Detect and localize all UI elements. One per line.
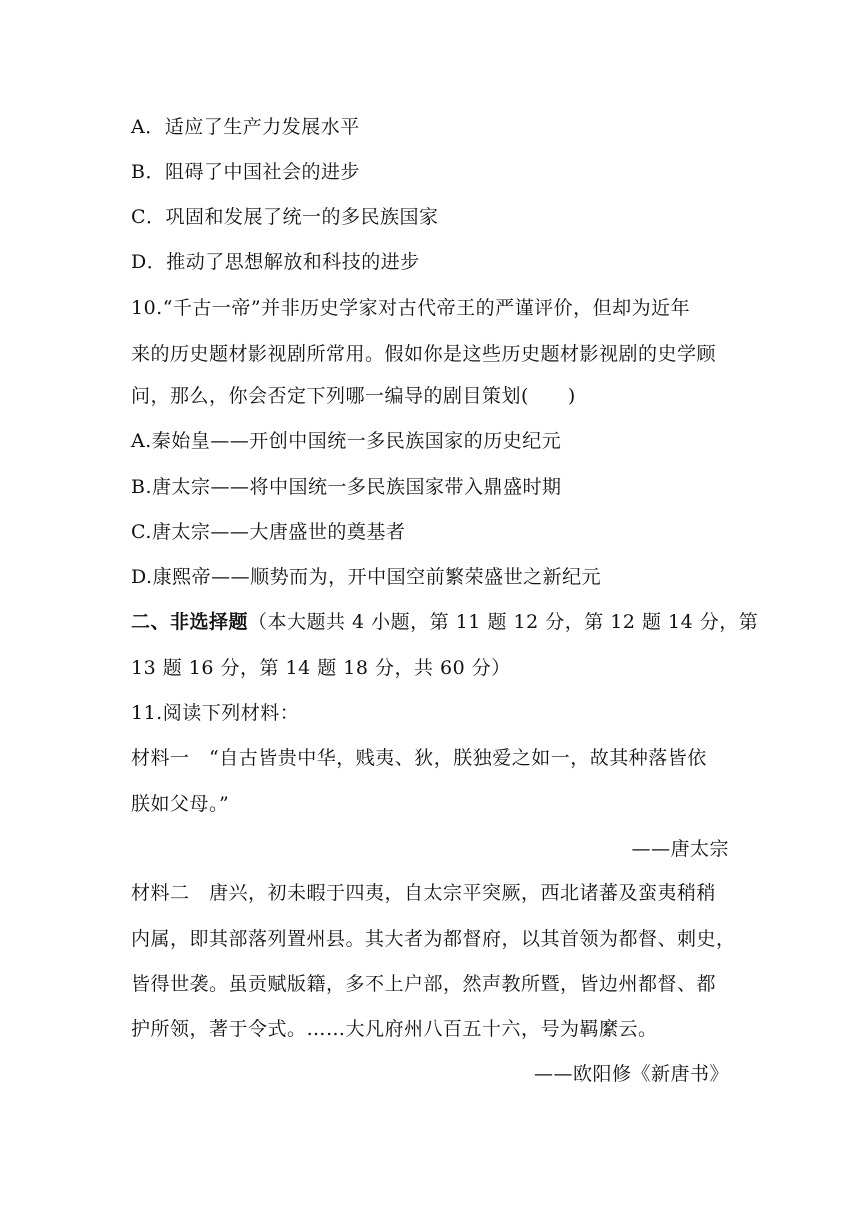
- option-10-a: A.秦始皇——开创中国统一多民族国家的历史纪元: [131, 430, 562, 452]
- material-1-source: ——唐太宗: [631, 838, 729, 860]
- section-2-note: （本大题共 4 小题，第 11 题 12 分，第 12 题 14 分，第: [248, 611, 759, 633]
- material-2-line-4: 护所领，著于令式。……大凡府州八百五十六，号为羁縻云。: [131, 1018, 658, 1040]
- question-10-line-1: 10.“千古一帝”并非历史学家对古代帝王的严谨评价，但却为近年: [131, 297, 691, 319]
- material-2-line-2: 内属，即其部落列置州县。其大者为都督府，以其首领为都督、刺史，: [131, 928, 736, 950]
- question-10-line-3: 问，那么，你会否定下列哪一编导的剧目策划( ): [131, 385, 576, 407]
- option-10-b: B.唐太宗——将中国统一多民族国家带入鼎盛时期: [131, 476, 562, 498]
- option-9-c: C．巩固和发展了统一的多民族国家: [131, 206, 439, 228]
- option-10-d: D.康熙帝——顺势而为，开中国空前繁荣盛世之新纪元: [131, 566, 602, 588]
- option-9-d: D．推动了思想解放和科技的进步: [131, 251, 420, 273]
- material-1-line-1: 材料一 “自古皆贵中华，贱夷、狄，朕独爱之如一，故其种落皆依: [131, 747, 707, 769]
- option-9-b: B．阻碍了中国社会的进步: [131, 161, 360, 183]
- question-10-line-2: 来的历史题材影视剧所常用。假如你是这些历史题材影视剧的史学顾: [131, 343, 717, 365]
- material-2-line-3: 皆得世袭。虽贡赋版籍，多不上户部，然声教所暨，皆边州都督、都: [131, 973, 717, 995]
- section-2-heading: 二、非选择题: [131, 611, 249, 633]
- question-11-intro: 11.阅读下列材料：: [131, 702, 300, 724]
- section-2-note-line-2: 13 题 16 分，第 14 题 18 分，共 60 分）: [131, 657, 511, 679]
- option-9-a: A．适应了生产力发展水平: [131, 116, 360, 138]
- material-2-source: ——欧阳修《新唐书》: [533, 1063, 729, 1085]
- material-2-line-1: 材料二 唐兴，初未暇于四夷，自太宗平突厥，西北诸蕃及蛮夷稍稍: [131, 882, 717, 904]
- material-1-line-2: 朕如父母。”: [131, 793, 230, 815]
- section-2-heading-line: [131, 607, 759, 637]
- option-10-c: C.唐太宗——大唐盛世的奠基者: [131, 521, 406, 543]
